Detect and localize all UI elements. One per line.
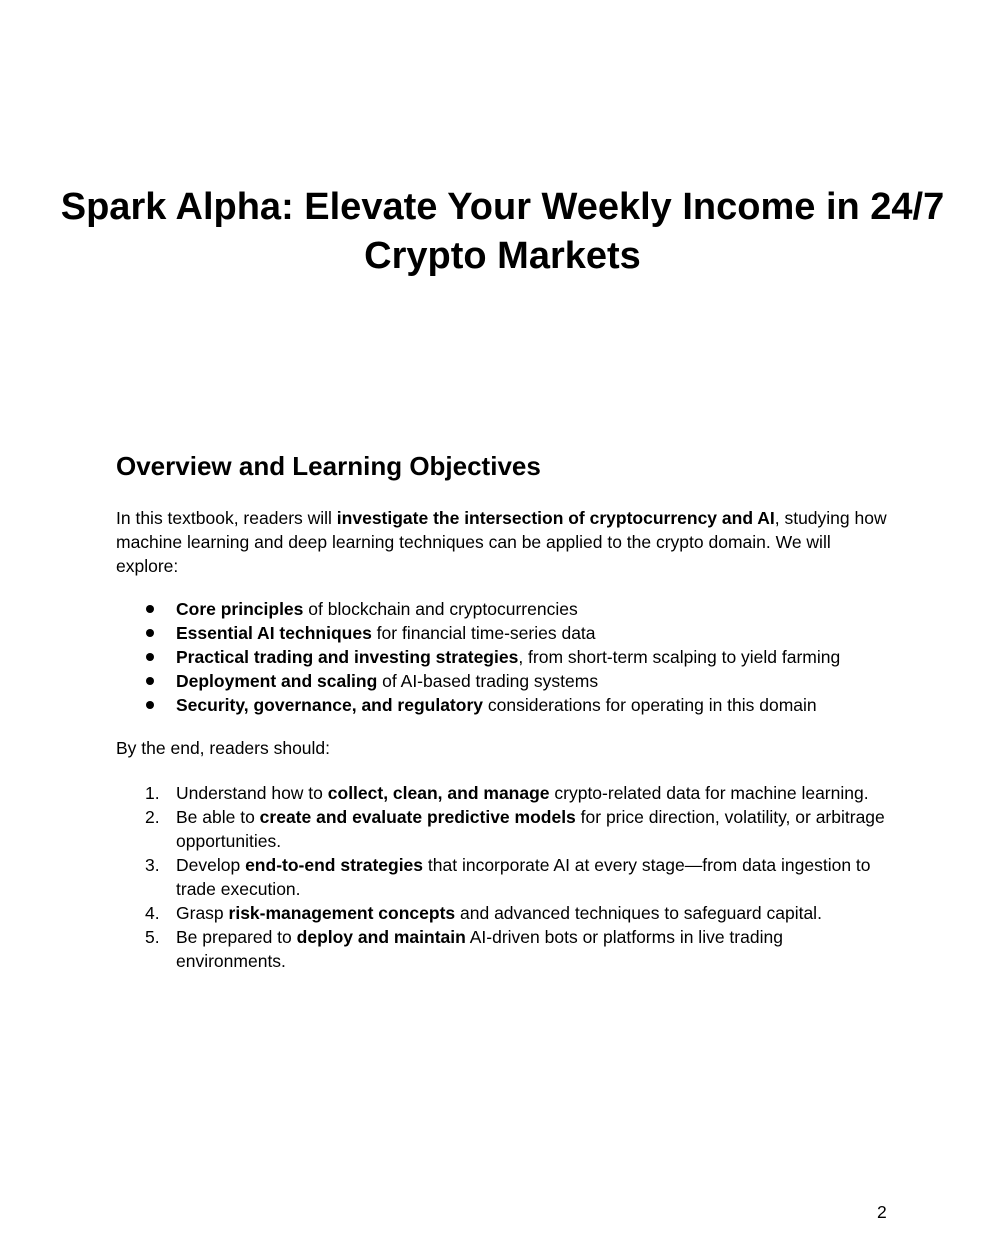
outcomes-list — [0, 781, 891, 973]
list-number: 1. — [145, 783, 160, 803]
list-item — [0, 901, 891, 925]
list-item — [0, 645, 891, 669]
topic-text: of blockchain and cryptocurrencies — [303, 599, 578, 619]
bullet-icon — [146, 701, 154, 709]
intro-emphasis: investigate the intersection of cryptocurrency and AI — [336, 508, 775, 528]
list-item — [0, 781, 891, 805]
list-number: 3. — [145, 855, 160, 875]
list-item — [0, 597, 891, 621]
outcome-text-start: Develop — [176, 855, 246, 875]
page-title: Spark Alpha: Elevate Your Weekly Income in 24/7 Crypto Markets — [60, 186, 945, 277]
list-item — [0, 693, 891, 717]
outcome-bold: collect, clean, and manage — [327, 783, 550, 803]
bullet-icon — [146, 677, 154, 685]
bullet-icon — [146, 629, 154, 637]
outcome-text-start: Be able to — [176, 807, 260, 827]
topic-bold: Security, governance, and regulatory — [176, 695, 483, 715]
list-item — [0, 805, 891, 853]
topic-bold: Practical trading and investing strategies — [176, 647, 519, 667]
outcome-text-end: crypto-related data for machine learning. — [549, 783, 869, 803]
topic-bold: Core principles — [176, 599, 304, 619]
topic-text: considerations for operating in this domain — [483, 695, 817, 715]
outcome-text-end: and advanced techniques to safeguard capital. — [455, 903, 822, 923]
topic-bold: Deployment and scaling — [176, 671, 378, 691]
outcome-bold: risk-management concepts — [228, 903, 456, 923]
list-item — [0, 669, 891, 693]
outcome-bold: create and evaluate predictive models — [259, 807, 576, 827]
bullet-icon — [146, 605, 154, 613]
outcome-text-end: for price direction, volatility, or arbitrage opportunities. — [176, 807, 885, 851]
topic-text: of AI-based trading systems — [377, 671, 599, 691]
topic-text: , from short-term scalping to yield farming — [518, 647, 841, 667]
bullet-icon — [146, 653, 154, 661]
outcome-text-end: that incorporate AI at every stage—from data ingestion to trade execution. — [176, 855, 871, 899]
intro-text-end: , studying how machine learning and deep learning techniques can be applied to the crypto domain. We will explore: — [116, 508, 887, 576]
topics-list — [0, 597, 891, 717]
topic-text: for financial time-series data — [371, 623, 596, 643]
outcome-text-start: Understand how to — [176, 783, 328, 803]
outcome-bold: deploy and maintain — [296, 927, 466, 947]
list-item — [0, 621, 891, 645]
topic-bold: Essential AI techniques — [176, 623, 372, 643]
list-item — [0, 853, 891, 901]
list-item — [0, 925, 891, 973]
intro-text-start: In this textbook, readers will — [116, 508, 337, 528]
list-number: 4. — [145, 903, 160, 923]
outcome-text-start: Grasp — [176, 903, 229, 923]
outcome-text-end: AI-driven bots or platforms in live trading environments. — [176, 927, 783, 971]
intro-paragraph — [116, 506, 896, 578]
list-number: 2. — [145, 807, 160, 827]
outcome-bold: end-to-end strategies — [245, 855, 424, 875]
outcomes-intro: By the end, readers should: — [116, 738, 331, 758]
outcome-text-start: Be prepared to — [176, 927, 297, 947]
list-number: 5. — [145, 927, 160, 947]
page-number: 2 — [877, 1202, 887, 1222]
section-heading: Overview and Learning Objectives — [116, 451, 541, 481]
